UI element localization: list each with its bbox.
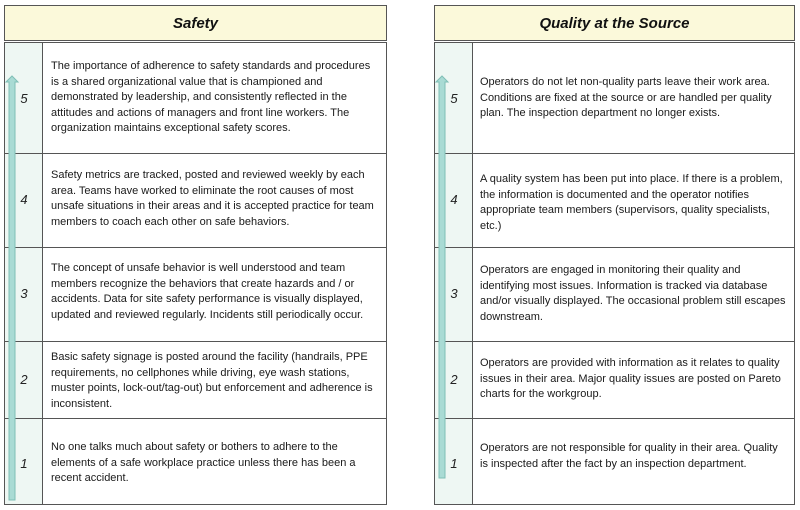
safety-row-4 [5, 153, 386, 247]
quality-row-2 [435, 341, 794, 418]
level-number: 2 [20, 372, 28, 387]
safety-row-1 [5, 418, 386, 504]
quality-table [434, 42, 795, 505]
level-number: 5 [450, 91, 458, 106]
level-description: The concept of unsafe behavior is well understood and team members recognize the behaviors that create hazards and / or accidents. Data for site safety performance is visually displayed, updated and reviewed regularly. Incidents still periodically occur. [51, 262, 364, 321]
quality-panel [434, 5, 795, 505]
level-number: 2 [450, 372, 458, 387]
level-number: 3 [450, 286, 458, 301]
safety-row-5 [5, 42, 386, 153]
level-description: The importance of adherence to safety standards and procedures is a shared organizational value that is championed and demonstrated by leadership, and consistently reflected in the attitudes and actions of managers and front line workers. The organization maintains exceptional safety scores. [51, 60, 371, 134]
level-number: 5 [20, 91, 28, 106]
quality-row-5 [435, 42, 794, 153]
level-number: 3 [20, 286, 28, 301]
safety-header: Safety [4, 5, 387, 41]
quality-row-3 [435, 247, 794, 341]
level-description: Operators are provided with information as it relates to quality issues in their area. Major quality issues are posted on Pareto charts for the workgroup. [480, 357, 781, 400]
safety-row-3 [5, 247, 386, 341]
level-number: 1 [20, 456, 28, 471]
level-description: Operators are engaged in monitoring their quality and identifying most issues. Information is tracked via database and/or visually displayed. The occasional problem still escapes downstream. [480, 264, 786, 323]
level-number: 4 [20, 192, 28, 207]
level-description: Operators are not responsible for quality in their area. Quality is inspected after the fact by an inspection department. [480, 442, 778, 470]
safety-row-2 [5, 341, 386, 418]
level-number: 4 [450, 192, 458, 207]
safety-table [4, 42, 387, 505]
quality-row-1 [435, 418, 794, 504]
level-description: Operators do not let non-quality parts leave their work area. Conditions are fixed at the source or are handled per quality plan. The inspection department no longer exists. [480, 76, 772, 119]
level-number: 1 [450, 456, 458, 471]
level-description: Basic safety signage is posted around the facility (handrails, PPE requirements, no cellphones while driving, eye wash stations, muster points, lock-out/tag-out) but enforcement and adherence is inconsistent. [51, 351, 373, 410]
safety-panel [4, 5, 387, 505]
level-description: Safety metrics are tracked, posted and reviewed weekly by each area. Teams have worked to eliminate the root causes of most unsafe situations in their areas and it is accepted practice for team members to coach each other on safe behaviors. [51, 169, 374, 228]
level-description: No one talks much about safety or bothers to adhere to the elements of a safe workplace practice unless there has been a recent accident. [51, 441, 356, 484]
quality-row-4 [435, 153, 794, 247]
level-description: A quality system has been put into place. If there is a problem, the information is documented and the operator notifies appropriate team members (supervisors, quality specialists, etc.) [480, 173, 783, 232]
quality-header: Quality at the Source [434, 5, 795, 41]
